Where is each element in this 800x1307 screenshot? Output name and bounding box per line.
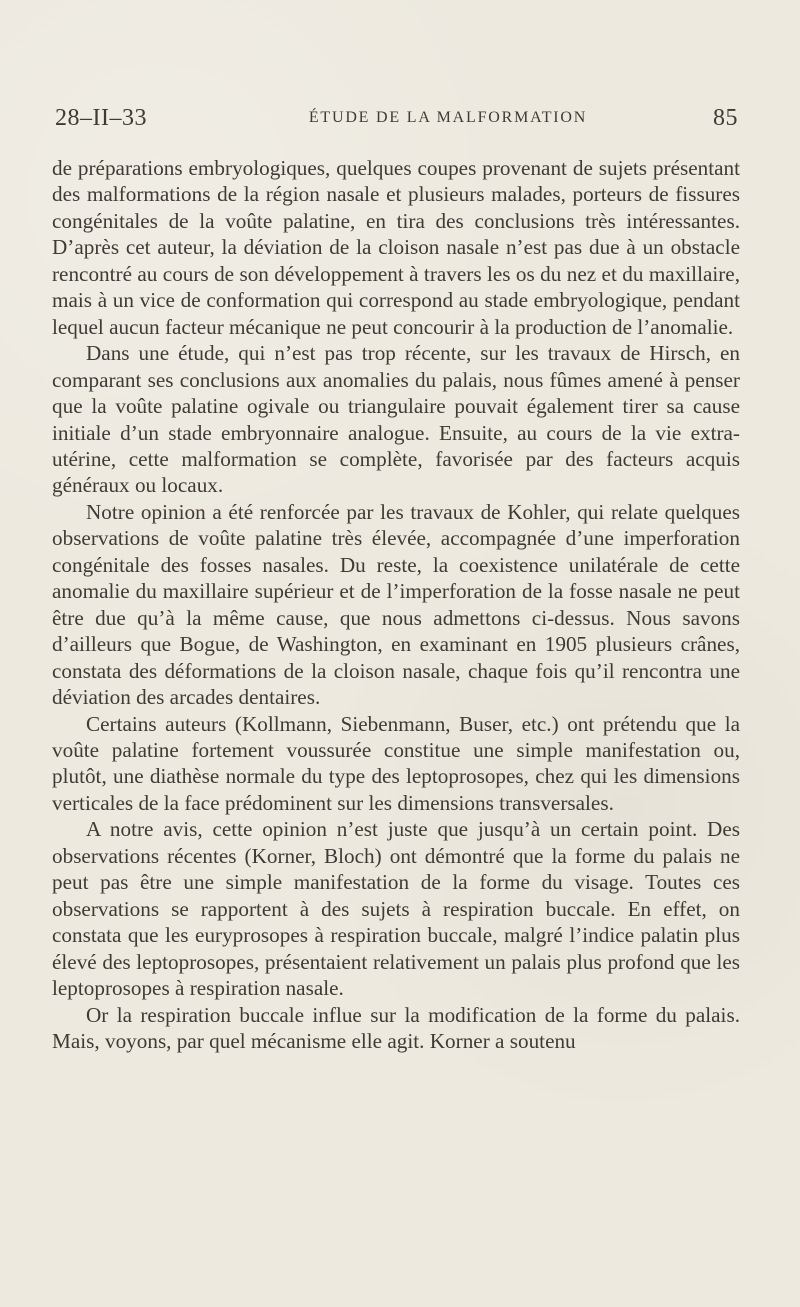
paragraph-4: Certains auteurs (Kollmann, Siebenmann, Buser, etc.) ont prétendu que la voûte palatine fortement voussurée constitue une simple manifestation ou, plutôt, une diathèse normale du type des leptoprosopes, chez qui les dimensions verticales de la face prédominent sur les dimensions transversales. <box>52 711 740 815</box>
paragraph-2: Dans une étude, qui n’est pas trop récente, sur les travaux de Hirsch, en comparant ses conclusions aux anomalies du palais, nous fûmes amené à penser que la voûte palatine ogivale ou triangulaire pouvait également tirer sa cause initiale d’un stade embryonnaire analogue. Ensuite, au cours de la vie extra-utérine, cette malformation se complète, favorisée par des facteurs acquis généraux ou locaux. <box>52 341 740 498</box>
running-header <box>55 104 738 132</box>
paragraph-6: Or la respiration buccale influe sur la modification de la forme du palais. Mais, voyons, par quel mécanisme elle agit. Korner a soutenu <box>52 1002 740 1053</box>
running-title: ÉTUDE DE LA MALFORMATION <box>308 109 588 126</box>
paragraph-3: Notre opinion a été renforcée par les travaux de Kohler, qui relate quelques observations de voûte palatine très élevée, accompagnée d’une imperforation congénitale des fosses nasales. Du reste, la coexistence unilatérale de cette anomalie du maxillaire supérieur et de l’imperforation de la fosse nasale ne peut être due qu’à la même cause, que nous admettons ci-dessus. Nous savons d’ailleurs que Bogue, de Washington, en examinant en 1905 plusieurs crânes, constata des déformations de la cloison nasale, chaque fois qu’il rencontra une déviation des arcades dentaires. <box>52 499 740 710</box>
paragraph-5: A notre avis, cette opinion n’est juste que jusqu’à un certain point. Des observations récentes (Korner, Bloch) ont démontré que la forme du palais ne peut pas être une simple manifestation de la forme du visage. Toutes ces observations se rapportent à des sujets à respiration buccale. En effet, on constata que les euryprosopes à respiration buccale, malgré l’indice palatin plus élevé des leptoprosopes, présentaient relativement un palais plus profond que les leptoprosopes à respiration nasale. <box>52 817 740 1001</box>
paragraph-1: de préparations embryologiques, quelques coupes provenant de sujets présentant des malformations de la région nasale et plusieurs malades, porteurs de fissures congénitales de la voûte palatine, en tira des conclusions très intéressantes. D’après cet auteur, la déviation de la cloison nasale n’est pas due à un obstacle rencontré au cours de son développement à travers les os du nez et du maxillaire, mais à un vice de conformation qui correspond au stade embryologique, pendant lequel aucun facteur mécanique ne peut concourir à la production de l’anomalie. <box>52 156 740 339</box>
page-number: 85 <box>712 104 738 131</box>
header-left-folio: 28–II–33 <box>55 104 147 131</box>
main-text <box>52 155 740 1054</box>
